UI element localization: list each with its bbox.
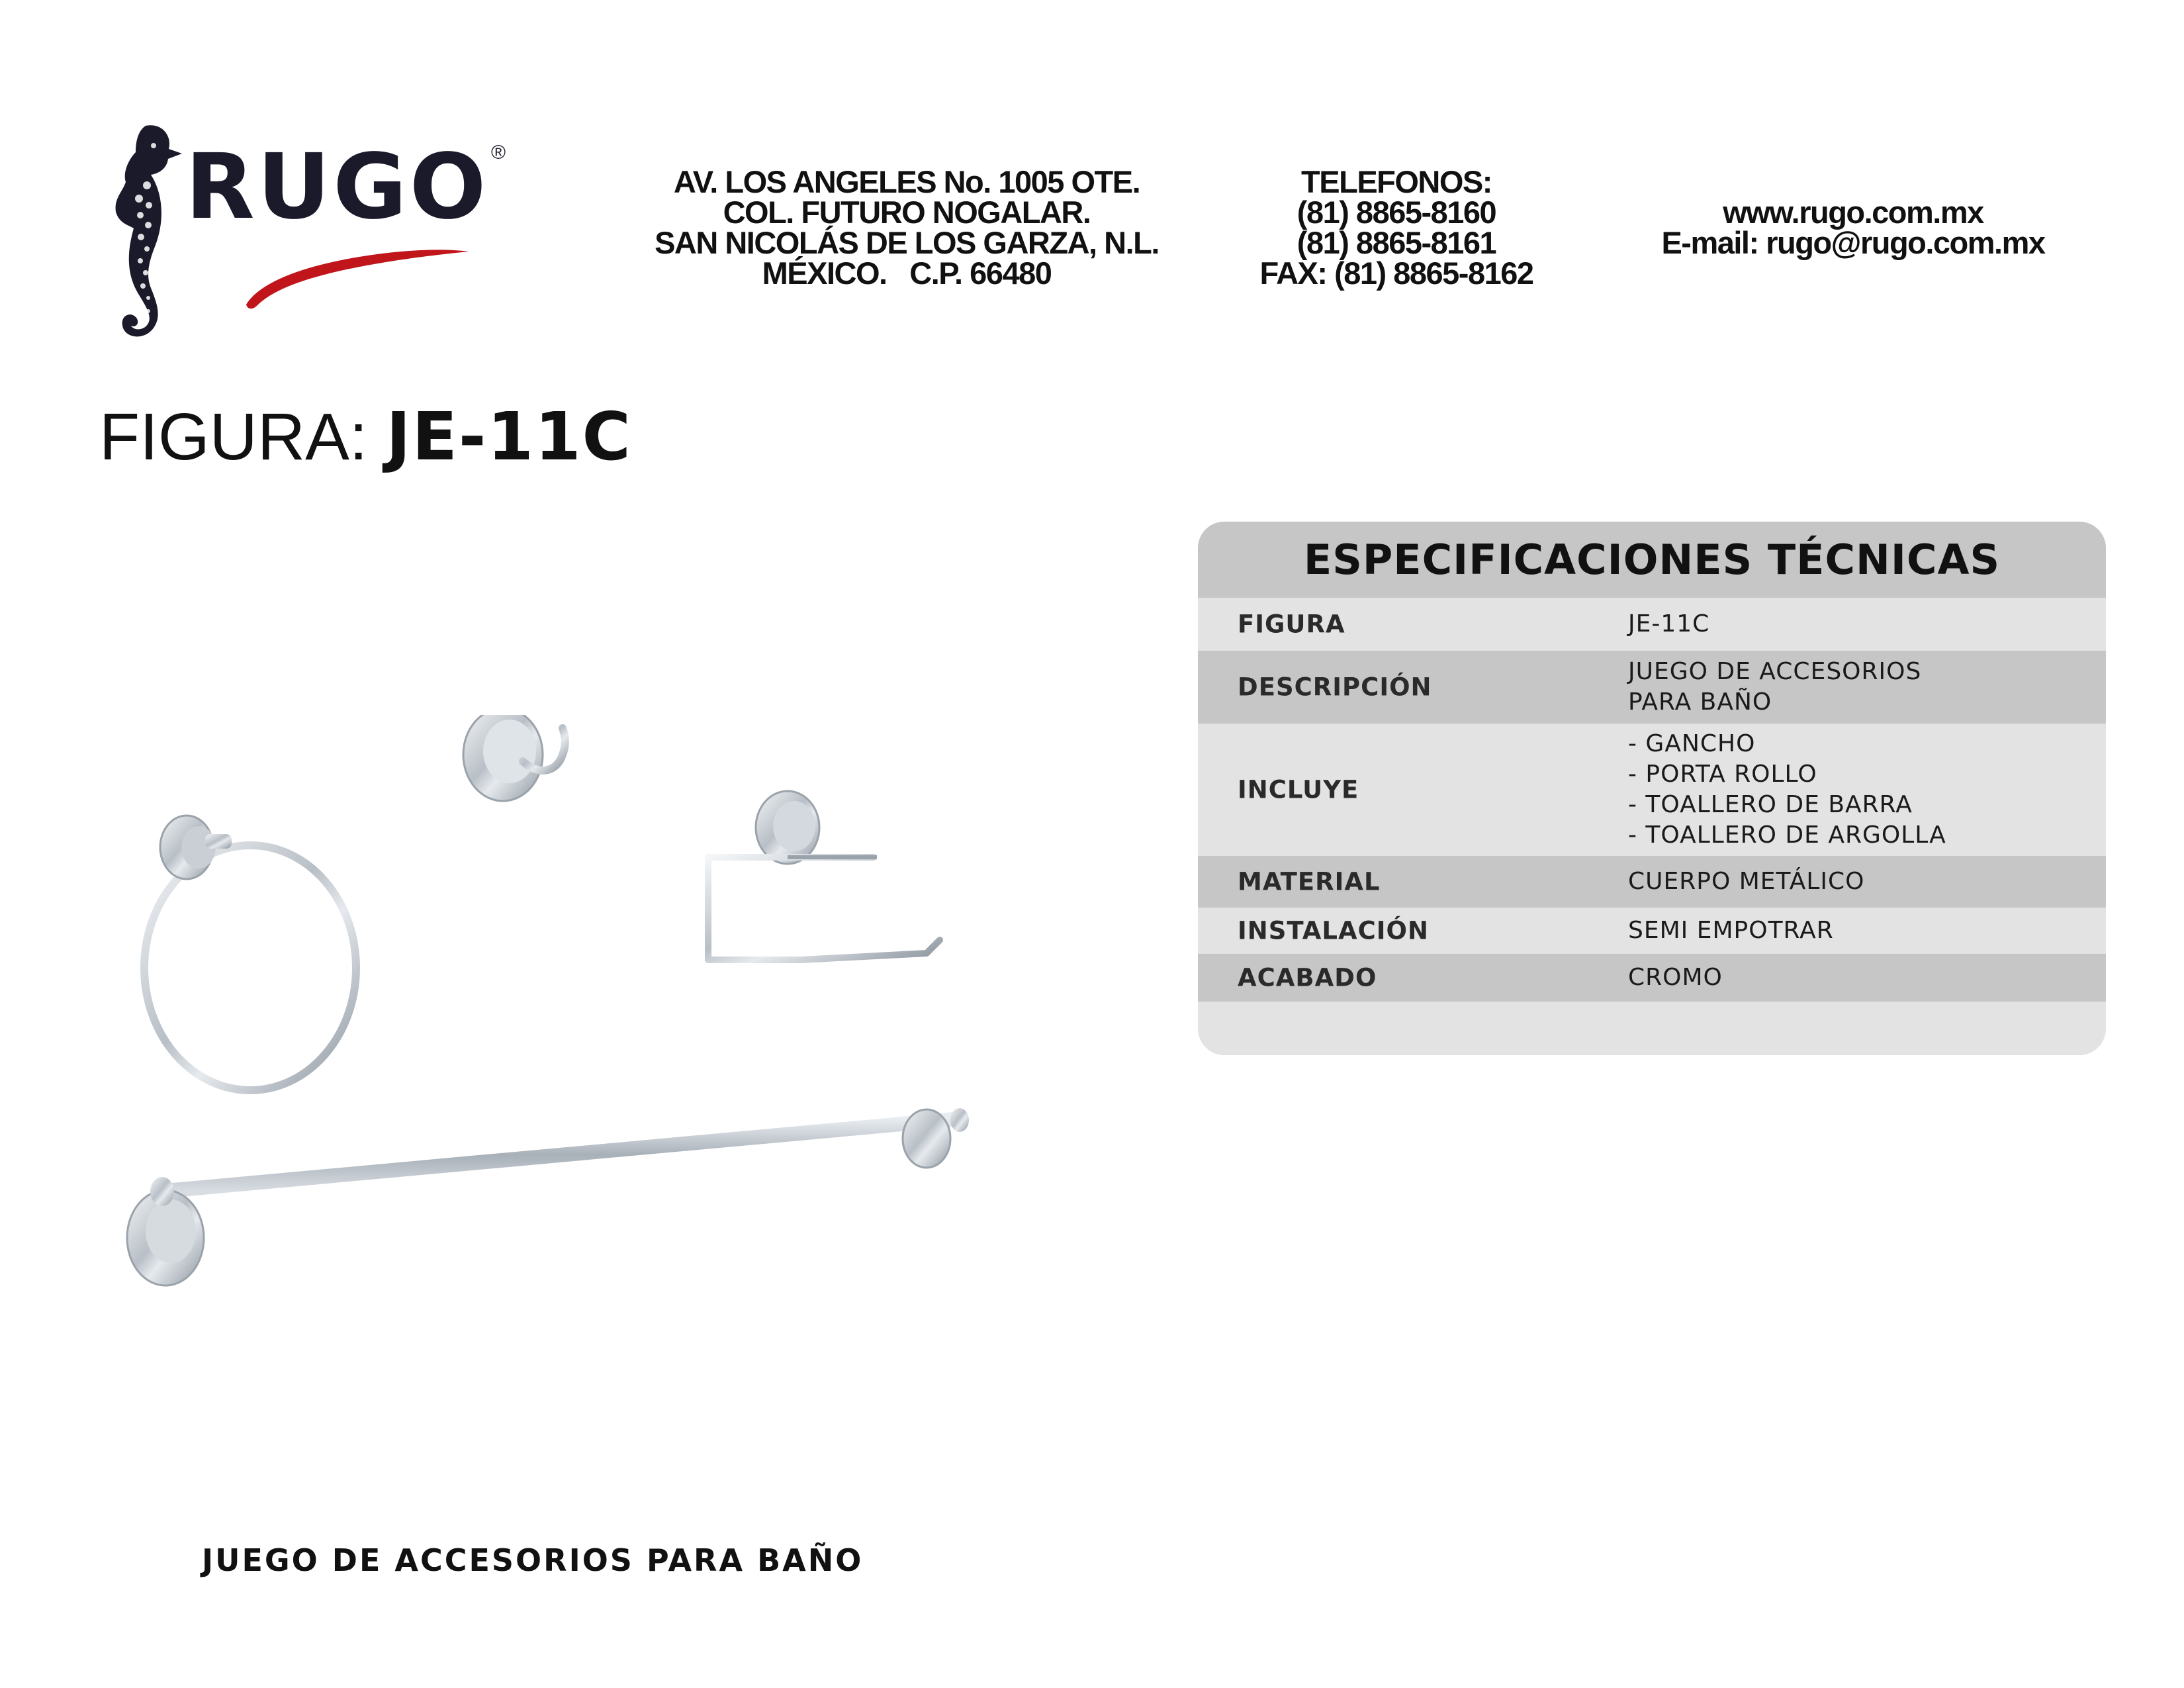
web-block	[1602, 197, 2105, 258]
spec-value-line: - TOALLERO DE ARGOLLA	[1628, 821, 1946, 849]
spec-value	[1628, 609, 1709, 639]
towel-bar-icon	[127, 1108, 969, 1286]
address-line: AV. LOS ANGELES No. 1005 OTE.	[673, 164, 1140, 199]
fax-number: FAX: (81) 8865-8162	[1259, 256, 1533, 291]
email: E-mail: rugo@rugo.com.mx	[1661, 225, 2045, 260]
spec-label: MATERIAL	[1238, 867, 1381, 896]
spec-value-line: PARA BAÑO	[1628, 688, 1772, 716]
address-block	[615, 164, 1198, 291]
specs-heading: ESPECIFICACIONES TÉCNICAS	[1198, 522, 2106, 598]
spec-label: INSTALACIÓN	[1238, 916, 1429, 945]
spec-label: DESCRIPCIÓN	[1238, 673, 1432, 702]
spec-value	[1628, 657, 1921, 718]
spec-value	[1628, 729, 1946, 851]
spec-value-line: JUEGO DE ACCESORIOS	[1628, 658, 1922, 685]
spec-value-line: - GANCHO	[1628, 730, 1756, 757]
towel-ring-icon	[144, 816, 356, 1090]
specs-card	[1198, 522, 2106, 1055]
spec-label: INCLUYE	[1238, 775, 1359, 804]
spec-row-figura	[1198, 598, 2106, 651]
spec-value-line: CROMO	[1628, 964, 1723, 991]
phones-heading: TELEFONOS:	[1301, 164, 1492, 199]
brand-name: RUGO	[185, 135, 489, 240]
product-caption: JUEGO DE ACCESORIOS PARA BAÑO	[202, 1542, 864, 1578]
figure-label: FIGURA:	[99, 400, 368, 474]
robe-hook-icon	[463, 715, 565, 801]
spec-value-line: - TOALLERO DE BARRA	[1628, 791, 1913, 818]
spec-row-descripcion	[1198, 651, 2106, 724]
spec-value-line: SEMI EMPOTRAR	[1628, 917, 1834, 944]
spec-row-instalacion	[1198, 908, 2106, 954]
address-line: SAN NICOLÁS DE LOS GARZA, N.L.	[655, 225, 1159, 260]
website: www.rugo.com.mx	[1723, 195, 1983, 230]
spec-row-incluye	[1198, 724, 2106, 856]
spec-row-acabado	[1198, 954, 2106, 1002]
phone-number: (81) 8865-8161	[1297, 225, 1496, 260]
address-line: MÉXICO. C.P. 66480	[762, 256, 1052, 291]
seahorse-logo-icon	[99, 119, 185, 344]
spec-value	[1628, 962, 1723, 993]
figure-title	[99, 398, 632, 475]
spec-row-material	[1198, 856, 2106, 908]
address-line: COL. FUTURO NOGALAR.	[723, 195, 1091, 230]
figure-code: JE-11C	[386, 398, 632, 475]
brand-swoosh-icon	[245, 245, 470, 311]
phones-block	[1231, 164, 1562, 291]
spec-label: FIGURA	[1238, 610, 1345, 639]
spec-value-line: - PORTA ROLLO	[1628, 761, 1817, 788]
spec-value-line: JE-11C	[1628, 610, 1710, 637]
product-illustration	[99, 715, 1026, 1311]
registered-mark: ®	[491, 142, 506, 164]
spec-label: ACABADO	[1238, 963, 1377, 992]
spec-value	[1628, 915, 1834, 946]
phone-number: (81) 8865-8160	[1297, 195, 1496, 230]
spec-value	[1628, 867, 1865, 897]
toilet-paper-holder-icon	[708, 791, 940, 960]
spec-value-line: CUERPO METÁLICO	[1628, 868, 1865, 895]
